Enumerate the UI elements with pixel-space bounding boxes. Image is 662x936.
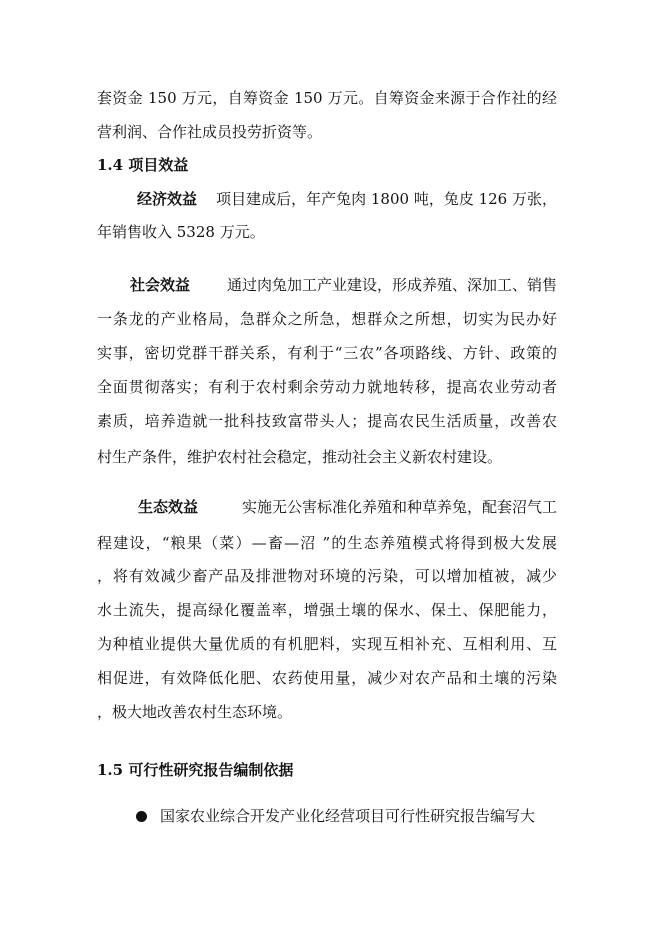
- bullet-dot-icon: [136, 811, 147, 822]
- funding-line-1: 套资金 150 万元，自筹资金 150 万元。自筹资金来源于合作社的经: [97, 89, 557, 107]
- ecological-benefit-text: 实施无公害标准化养殖和种草养兔，配套沼气工: [241, 498, 557, 516]
- ecological-benefit-line-2: 程建设，“粮果（菜）—畜—沼 ”的生态养殖模式将得到极大发展: [97, 534, 557, 552]
- section-heading-1-5: 1.5 可行性研究报告编制依据: [97, 761, 294, 779]
- section-heading-1-4: 1.4 项目效益: [97, 156, 189, 174]
- ecological-benefit-label: 生态效益: [138, 498, 199, 516]
- ecological-benefit-line-6: 相促进，有效降低化肥、农药使用量，减少对农产品和土壤的污染: [97, 669, 557, 687]
- economic-benefit-label: 经济效益: [137, 190, 198, 208]
- economic-benefit-line-1: [137, 189, 557, 209]
- ecological-benefit-line-7: ，极大地改善农村生态环境。: [97, 703, 293, 721]
- social-benefit-line-1: [130, 275, 557, 295]
- funding-line-2: 营利润、合作社成员投劳折资等。: [97, 123, 323, 141]
- social-benefit-line-2: 一条龙的产业格局，急群众之所急，想群众之所想，切实为民办好: [97, 310, 557, 328]
- social-benefit-line-4: 全面贯彻落实；有利于农村剩余劳动力就地转移，提高农业劳动者: [97, 378, 557, 396]
- social-benefit-line-3: 实事，密切党群干群关系，有利于“三农”各项路线、方针、政策的: [97, 344, 557, 362]
- ecological-benefit-line-4: 水土流失，提高绿化覆盖率，增强土壤的保水、保土、保肥能力，: [97, 601, 557, 619]
- social-benefit-line-5: 素质，培养造就一批科技致富带头人；提高农民生活质量，改善农: [97, 412, 557, 430]
- economic-benefit-line-2: 年销售收入 5328 万元。: [97, 223, 265, 241]
- ecological-benefit-line-1: [138, 497, 557, 517]
- ecological-benefit-line-5: 为种植业提供大量优质的有机肥料，实现互相补充、互相利用、互: [97, 635, 557, 653]
- ecological-benefit-line-3: ，将有效减少畜产品及排泄物对环境的污染，可以增加植被，减少: [97, 567, 557, 585]
- social-benefit-text: 通过肉兔加工产业建设，形成养殖、深加工、销售: [226, 276, 557, 294]
- basis-item-1: 国家农业综合开发产业化经营项目可行性研究报告编写大: [160, 807, 536, 825]
- social-benefit-label: 社会效益: [130, 276, 191, 294]
- economic-benefit-text: 项目建成后，年产兔肉 1800 吨，兔皮 126 万张，: [216, 190, 557, 208]
- social-benefit-line-6: 村生产条件，维护农村社会稳定，推动社会主义新农村建设。: [97, 448, 503, 466]
